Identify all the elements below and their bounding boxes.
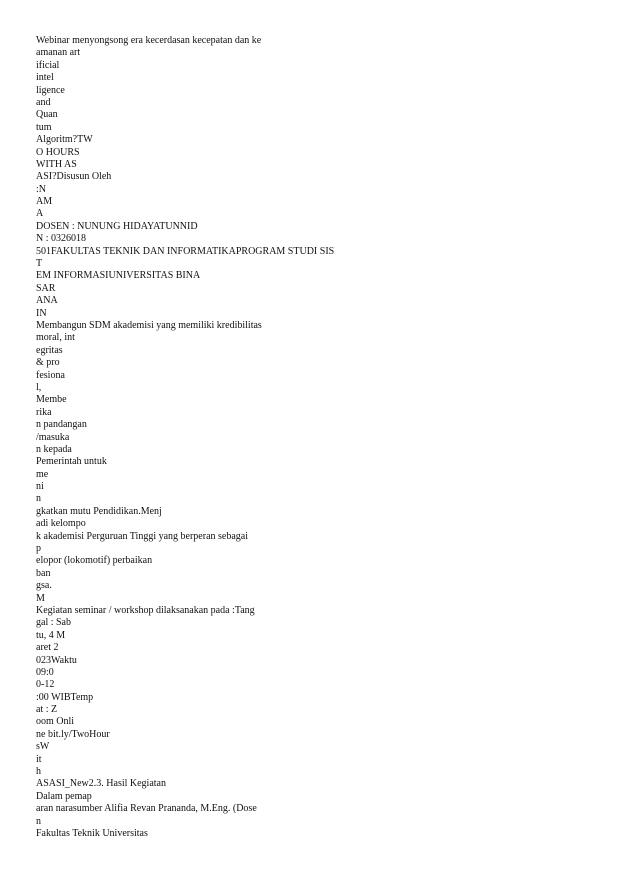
- document-line: elopor (lokomotif) perbaikan: [36, 555, 153, 567]
- document-line: IN: [36, 307, 47, 319]
- document-line: ificial: [36, 59, 60, 71]
- document-body: [36, 35, 596, 840]
- document-line: gsa.: [36, 580, 52, 592]
- document-line: :N: [36, 183, 46, 195]
- document-line: 0-12: [36, 679, 55, 691]
- document-line: M: [36, 592, 45, 604]
- document-line: me: [36, 468, 49, 480]
- document-line: EM INFORMASIUNIVERSITAS BINA: [36, 270, 201, 282]
- document-line: amanan art: [36, 47, 81, 59]
- document-line: 023Waktu: [36, 654, 77, 666]
- document-line: gkatkan mutu Pendidikan.Menj: [36, 505, 162, 517]
- document-line: intel: [36, 72, 54, 84]
- document-line: Fakultas Teknik Universitas: [36, 828, 148, 839]
- document-line: p: [36, 543, 41, 555]
- document-line: aran narasumber Alifia Revan Prananda, M.Eng. (Dose: [36, 803, 257, 815]
- document-line: N : 0326018: [36, 233, 86, 245]
- document-line: ne bit.ly/TwoHour: [36, 728, 110, 740]
- document-line: & pro: [36, 357, 60, 369]
- document-line: n: [36, 493, 41, 505]
- document-line: AM: [36, 196, 53, 208]
- document-line: it: [36, 753, 42, 765]
- document-line: DOSEN : NUNUNG HIDAYATUNNID: [36, 220, 198, 232]
- document-line: moral, int: [36, 332, 75, 344]
- document-line: Algoritm?TW: [36, 134, 93, 146]
- document-line: ligence: [36, 84, 65, 96]
- document-line: n kepada: [36, 443, 72, 455]
- document-line: 501FAKULTAS TEKNIK DAN INFORMATIKAPROGRAM STUDI SIS: [36, 245, 335, 257]
- document-line: WITH AS: [36, 158, 77, 170]
- document-line: ni: [36, 481, 44, 493]
- document-line: :00 WIBTemp: [36, 691, 94, 703]
- document-line: l,: [36, 381, 42, 393]
- document-line: egritas: [36, 344, 63, 356]
- document-line: ASI?Disusun Oleh: [36, 171, 112, 183]
- document-line: rika: [36, 406, 52, 418]
- document-line: aret 2: [36, 642, 59, 654]
- document-line: 09:0: [36, 666, 54, 678]
- document-line: /masuka: [36, 431, 70, 443]
- document-line: Membangun SDM akademisi yang memiliki kredibilitas: [36, 319, 262, 331]
- document-line: h: [36, 766, 41, 778]
- document-line: T: [36, 258, 43, 270]
- document-line: Dalam pemap: [36, 790, 92, 802]
- document-line: and: [36, 96, 51, 108]
- document-line: tum: [36, 121, 52, 133]
- document-line: n: [36, 815, 41, 827]
- document-line: A: [36, 208, 44, 220]
- document-line: sW: [36, 741, 50, 753]
- document-line: adi kelompo: [36, 518, 86, 530]
- document-line: fesiona: [36, 369, 65, 381]
- document-line: Quan: [36, 109, 58, 121]
- document-line: n pandangan: [36, 419, 87, 431]
- document-line: Webinar menyongsong era kecerdasan kecepatan dan ke: [36, 35, 262, 46]
- document-line: at : Z: [36, 704, 58, 716]
- document-line: Membe: [36, 394, 67, 406]
- document-line: ANA: [36, 295, 58, 307]
- document-line: Pemerintah untuk: [36, 456, 107, 468]
- document-line: tu, 4 M: [36, 629, 66, 641]
- document-line: gal : Sab: [36, 617, 71, 629]
- document-line: ban: [36, 567, 51, 579]
- document-line: Kegiatan seminar / workshop dilaksanakan pada :Tang: [36, 604, 255, 616]
- document-line: oom Onli: [36, 716, 75, 728]
- document-line: O HOURS: [36, 146, 80, 158]
- document-line: k akademisi Perguruan Tinggi yang berperan sebagai: [36, 530, 248, 542]
- document-line: ASASI_New2.3. Hasil Kegiatan: [36, 778, 166, 790]
- document-line: SAR: [36, 282, 56, 294]
